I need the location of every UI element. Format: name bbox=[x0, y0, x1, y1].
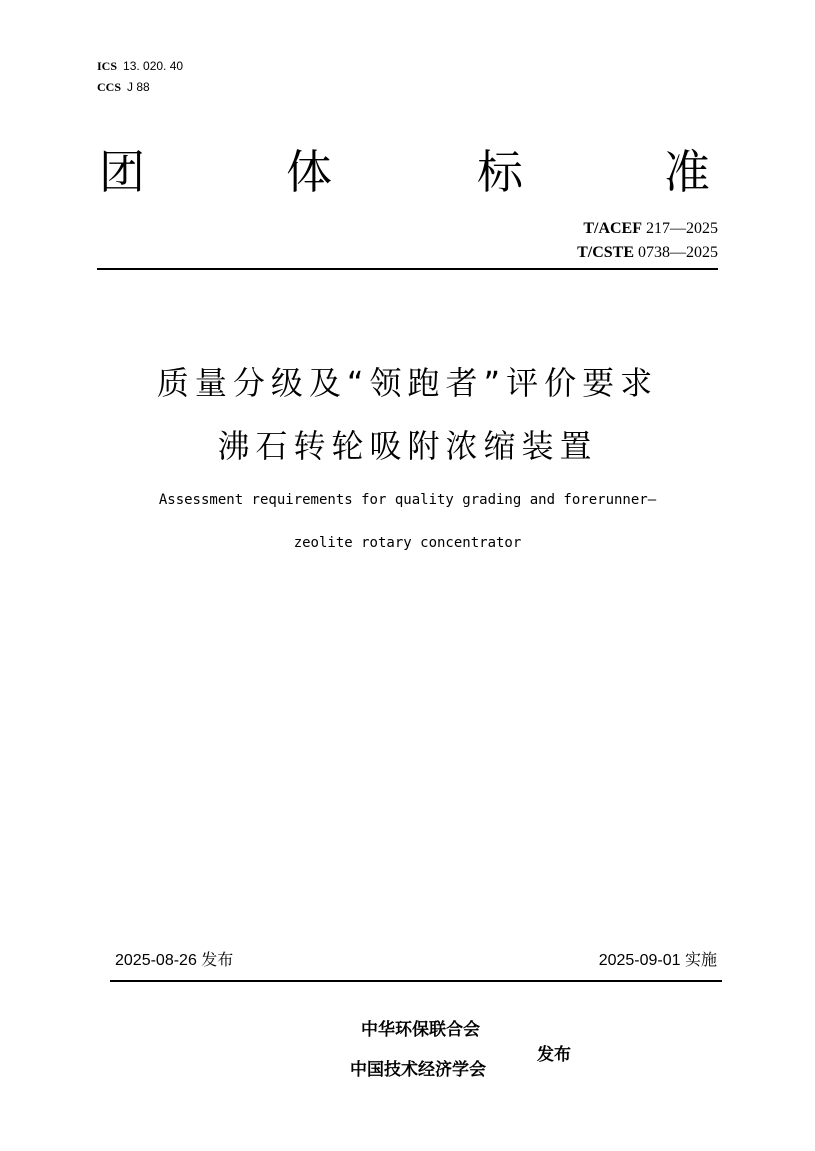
publish-date: 2025-08-26 发布 bbox=[115, 952, 234, 969]
implement-date: 2025-09-01 实施 bbox=[598, 952, 717, 969]
ics-label: ICS bbox=[97, 59, 118, 73]
ccs-value: J 88 bbox=[127, 80, 150, 94]
header-rule bbox=[97, 268, 718, 270]
standard-number-1-prefix: T/ACEF bbox=[583, 220, 642, 237]
issuer-action: 发布 bbox=[537, 1045, 571, 1065]
issuer-org-2: 中国技术经济学会 bbox=[350, 1060, 486, 1080]
title-cn-line-2: 沸石转轮吸附浓缩装置 bbox=[217, 427, 598, 465]
title-cn-line-1: 质量分级及“领跑者”评价要求 bbox=[156, 364, 659, 402]
header-char-4: 准 bbox=[664, 145, 710, 199]
footer-rule bbox=[110, 980, 722, 982]
standard-number-1 bbox=[583, 219, 718, 239]
standard-number-2-value: 0738—2025 bbox=[634, 244, 718, 261]
standard-number-2 bbox=[577, 243, 718, 263]
title-en-line-1: Assessment requirements for quality grading and forerunner— bbox=[158, 492, 657, 508]
title-en-line-2: zeolite rotary concentrator bbox=[293, 535, 522, 551]
ccs-code bbox=[97, 80, 150, 94]
header-char-3: 标 bbox=[477, 145, 523, 199]
header-char-2: 体 bbox=[286, 145, 332, 199]
header-char-1: 团 bbox=[99, 145, 145, 199]
standard-number-1-value: 217—2025 bbox=[642, 220, 718, 237]
standard-number-2-prefix: T/CSTE bbox=[577, 244, 634, 261]
ics-code bbox=[97, 59, 183, 73]
ccs-label: CCS bbox=[97, 80, 122, 94]
ics-value: 13. 020. 40 bbox=[123, 59, 184, 73]
issuer-org-1: 中华环保联合会 bbox=[361, 1020, 480, 1040]
